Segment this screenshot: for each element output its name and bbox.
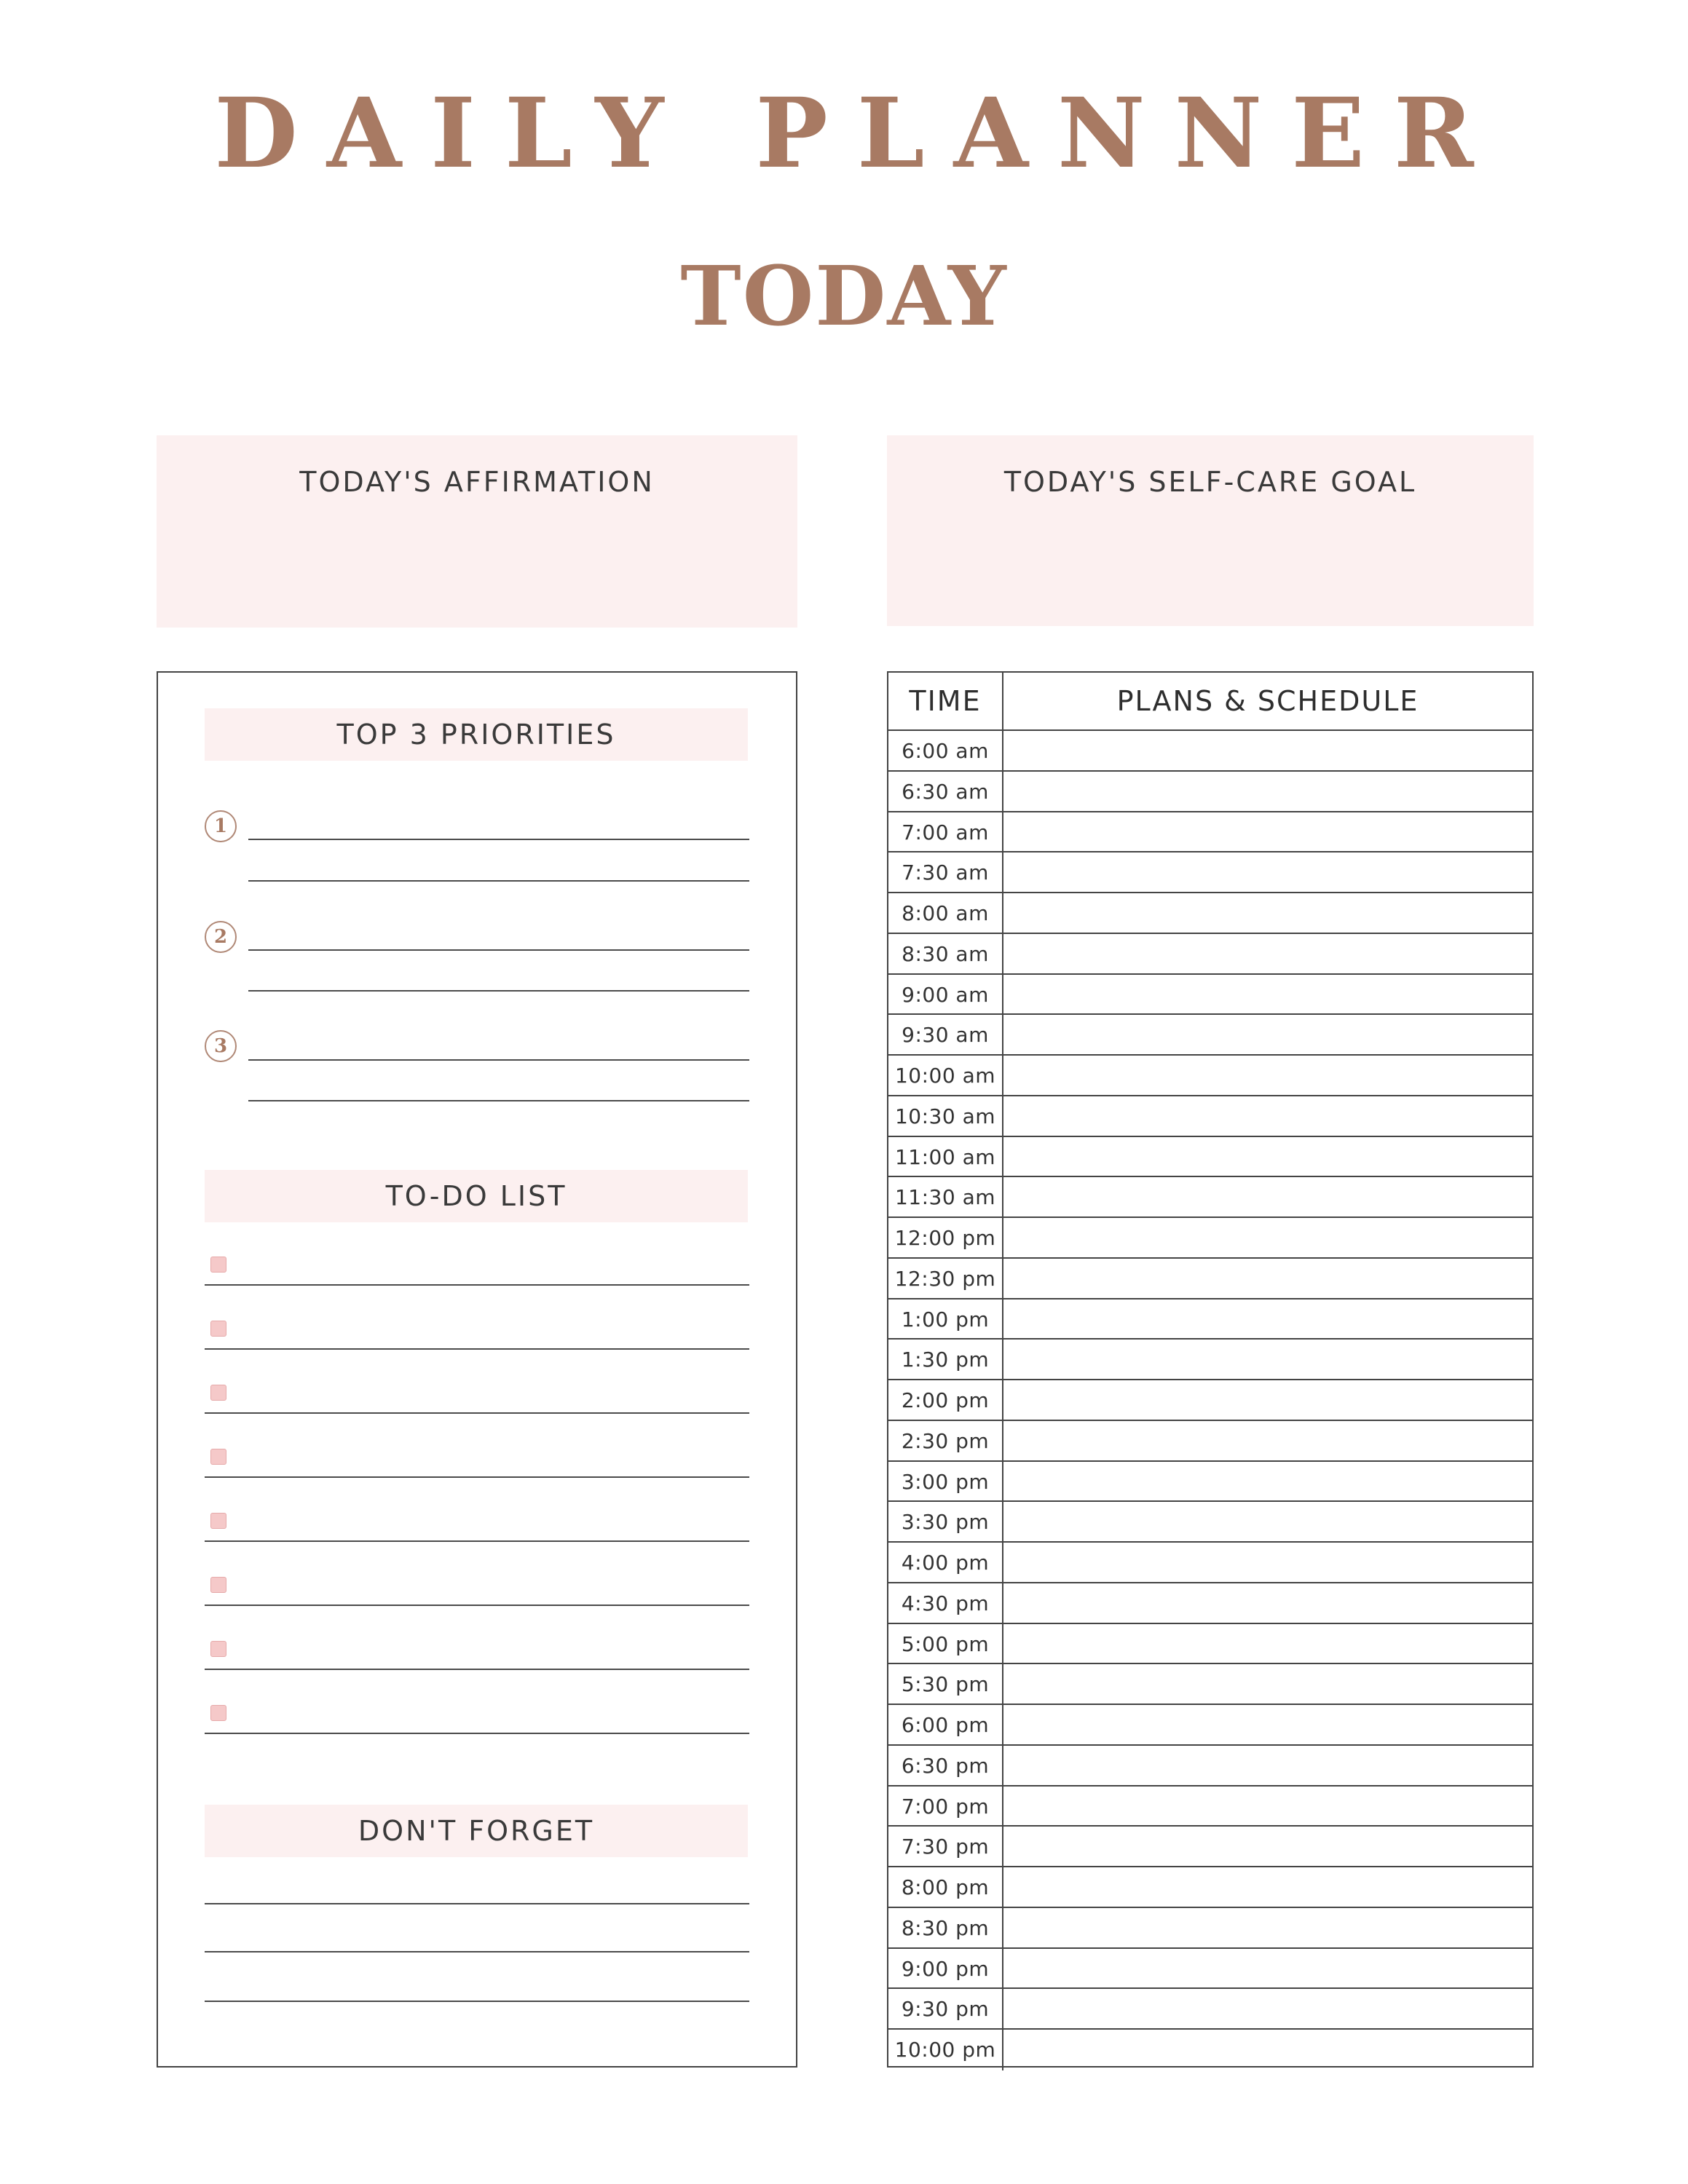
schedule-time: 3:00 pm [888,1462,1003,1501]
schedule-plan-cell[interactable] [1003,2030,1532,2070]
schedule-plan-cell[interactable] [1003,1056,1532,1095]
schedule-time: 8:00 am [888,893,1003,933]
schedule-rows [888,731,1532,2066]
schedule-time: 6:00 am [888,731,1003,770]
priority-3-line-1[interactable] [248,1059,749,1061]
todo-checkbox-8[interactable] [210,1705,226,1721]
todo-line-8[interactable] [205,1733,749,1734]
schedule-time: 12:00 pm [888,1218,1003,1257]
todo-line-4[interactable] [205,1476,749,1478]
schedule-plan-cell[interactable] [1003,1989,1532,2028]
schedule-header-row [888,673,1532,731]
schedule-plan-cell[interactable] [1003,1015,1532,1054]
priority-number-1: 1 [205,810,237,842]
todo-line-3[interactable] [205,1412,749,1414]
self-care-box[interactable] [887,435,1534,626]
schedule-row [888,975,1532,1016]
schedule-time: 7:00 pm [888,1787,1003,1826]
schedule-plan-cell[interactable] [1003,772,1532,811]
time-column-header: TIME [888,673,1003,729]
schedule-time: 12:30 pm [888,1259,1003,1298]
page-subtitle: TODAY [680,249,1008,344]
left-panel [157,671,797,2068]
schedule-time: 9:00 am [888,975,1003,1014]
schedule-plan-cell[interactable] [1003,1705,1532,1744]
schedule-time: 7:30 am [888,852,1003,892]
priority-number-3: 3 [205,1030,237,1062]
schedule-row [888,1543,1532,1583]
schedule-time: 1:30 pm [888,1340,1003,1379]
schedule-time: 2:30 pm [888,1421,1003,1460]
schedule-plan-cell[interactable] [1003,812,1532,852]
priority-number-2: 2 [205,921,237,953]
schedule-row [888,1137,1532,1178]
todo-line-1[interactable] [205,1284,749,1286]
schedule-row [888,812,1532,853]
schedule-time: 11:00 am [888,1137,1003,1176]
schedule-plan-cell[interactable] [1003,852,1532,892]
schedule-row [888,1502,1532,1543]
schedule-row [888,1867,1532,1908]
schedule-row [888,1340,1532,1380]
schedule-time: 3:30 pm [888,1502,1003,1541]
schedule-time: 4:00 pm [888,1543,1003,1582]
schedule-row [888,1096,1532,1137]
todo-checkbox-1[interactable] [210,1257,226,1273]
affirmation-box[interactable] [157,435,797,628]
schedule-plan-cell[interactable] [1003,1664,1532,1704]
schedule-plan-cell[interactable] [1003,934,1532,973]
schedule-time: 6:30 am [888,772,1003,811]
schedule-plan-cell[interactable] [1003,1583,1532,1623]
dont-forget-line-1[interactable] [205,1903,749,1904]
todo-header: TO-DO LIST [205,1170,748,1222]
priority-1-line-2[interactable] [248,880,749,882]
todo-checkbox-7[interactable] [210,1641,226,1657]
todo-line-7[interactable] [205,1669,749,1670]
todo-checkbox-4[interactable] [210,1449,226,1465]
priorities-header: TOP 3 PRIORITIES [205,708,748,761]
schedule-plan-cell[interactable] [1003,1624,1532,1663]
schedule-time: 6:30 pm [888,1746,1003,1785]
schedule-plan-cell[interactable] [1003,1218,1532,1257]
todo-line-6[interactable] [205,1605,749,1606]
schedule-time: 8:30 pm [888,1908,1003,1947]
todo-checkbox-3[interactable] [210,1385,226,1401]
schedule-row [888,1787,1532,1827]
schedule-row [888,731,1532,772]
schedule-time: 10:00 am [888,1056,1003,1095]
schedule-row [888,1380,1532,1421]
schedule-time: 11:30 am [888,1177,1003,1216]
priority-3-line-2[interactable] [248,1100,749,1101]
schedule-row [888,852,1532,893]
dont-forget-line-3[interactable] [205,2001,749,2002]
schedule-row [888,1746,1532,1787]
schedule-row [888,1177,1532,1218]
schedule-plan-cell[interactable] [1003,1827,1532,1866]
schedule-row [888,1218,1532,1259]
priority-2-line-2[interactable] [248,990,749,992]
schedule-plan-cell[interactable] [1003,1177,1532,1216]
schedule-row [888,1908,1532,1949]
todo-checkbox-5[interactable] [210,1513,226,1529]
priority-2-line-1[interactable] [248,949,749,951]
schedule-row [888,2030,1532,2070]
schedule-time: 5:30 pm [888,1664,1003,1704]
schedule-row [888,1299,1532,1340]
schedule-plan-cell[interactable] [1003,1462,1532,1501]
schedule-time: 9:30 pm [888,1989,1003,2028]
schedule-plan-cell[interactable] [1003,1502,1532,1541]
schedule-table [887,671,1534,2068]
schedule-row [888,1259,1532,1299]
schedule-time: 2:00 pm [888,1380,1003,1420]
schedule-row [888,934,1532,975]
schedule-plan-cell[interactable] [1003,1299,1532,1339]
schedule-row [888,772,1532,812]
schedule-plan-cell[interactable] [1003,1908,1532,1947]
priority-1-line-1[interactable] [248,839,749,840]
schedule-plan-cell[interactable] [1003,975,1532,1014]
todo-line-2[interactable] [205,1348,749,1350]
schedule-row [888,1421,1532,1462]
plans-column-header: PLANS & SCHEDULE [1116,685,1419,717]
schedule-row [888,1583,1532,1624]
schedule-row [888,1624,1532,1665]
schedule-plan-cell[interactable] [1003,893,1532,933]
schedule-plan-cell[interactable] [1003,731,1532,770]
schedule-time: 7:30 pm [888,1827,1003,1866]
schedule-plan-cell[interactable] [1003,1746,1532,1785]
dont-forget-header: DON'T FORGET [205,1805,748,1857]
schedule-row [888,1989,1532,2030]
schedule-plan-cell[interactable] [1003,1340,1532,1379]
schedule-time: 1:00 pm [888,1299,1003,1339]
schedule-row [888,1056,1532,1096]
schedule-row [888,893,1532,934]
schedule-plan-cell[interactable] [1003,1259,1532,1298]
schedule-plan-cell[interactable] [1003,1096,1532,1136]
schedule-time: 5:00 pm [888,1624,1003,1663]
schedule-plan-cell[interactable] [1003,1543,1532,1582]
schedule-row [888,1705,1532,1746]
schedule-row [888,1015,1532,1056]
dont-forget-line-2[interactable] [205,1951,749,1952]
schedule-row [888,1949,1532,1990]
page-title: DAILY PLANNER [214,77,1503,190]
self-care-label: TODAY'S SELF-CARE GOAL [1003,466,1417,498]
schedule-row [888,1462,1532,1503]
schedule-time: 10:00 pm [888,2030,1003,2070]
schedule-plan-cell[interactable] [1003,1867,1532,1907]
todo-line-5[interactable] [205,1540,749,1542]
schedule-time: 8:30 am [888,934,1003,973]
schedule-time: 10:30 am [888,1096,1003,1136]
schedule-plan-cell[interactable] [1003,1787,1532,1826]
schedule-time: 9:30 am [888,1015,1003,1054]
schedule-plan-cell[interactable] [1003,1380,1532,1420]
todo-checkbox-2[interactable] [210,1321,226,1337]
schedule-time: 4:30 pm [888,1583,1003,1623]
affirmation-label: TODAY'S AFFIRMATION [299,466,655,498]
schedule-row [888,1664,1532,1705]
schedule-time: 7:00 am [888,812,1003,852]
schedule-plan-cell[interactable] [1003,1949,1532,1988]
schedule-row [888,1827,1532,1867]
schedule-plan-cell[interactable] [1003,1421,1532,1460]
schedule-time: 8:00 pm [888,1867,1003,1907]
schedule-time: 6:00 pm [888,1705,1003,1744]
todo-checkbox-6[interactable] [210,1577,226,1593]
schedule-time: 9:00 pm [888,1949,1003,1988]
schedule-plan-cell[interactable] [1003,1137,1532,1176]
